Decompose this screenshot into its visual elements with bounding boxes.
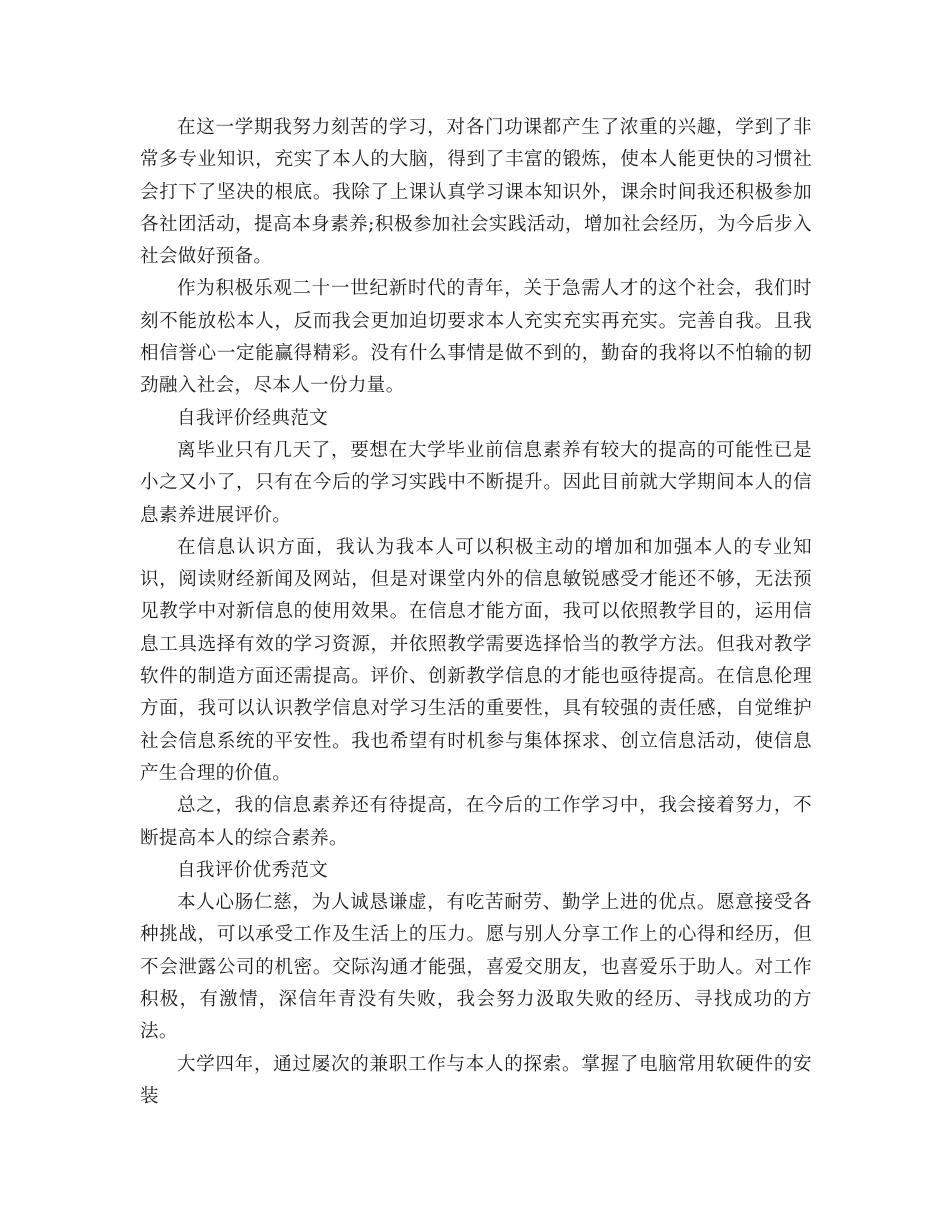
paragraph: 在信息认识方面，我认为我本人可以积极主动的增加和加强本人的专业知识，阅读财经新闻及网站，但是对课堂内外的信息敏锐感受才能还不够，无法预见教学中对新信息的使用效果。在信息才能方面，我可以依照教学目的，运用信息工具选择有效的学习资源，并依照教学需要选择恰当的教学方法。但我对教学软件的制造方面还需提高。评价、创新教学信息的才能也亟待提高。在信息伦理方面，我可以认识教学信息对学习生活的重要性，具有较强的责任感，自觉维护社会信息系统的平安性。我也希望有时机参与集体探求、创立信息活动，使信息产生合理的价值。 [140,536,812,784]
paragraph: 大学四年，通过屡次的兼职工作与本人的探索。掌握了电脑常用软硬件的安装 [140,1053,812,1107]
section-heading: 自我评价优秀范文 [177,859,329,881]
paragraph: 总之，我的信息素养还有待提高，在今后的工作学习中，我会接着努力，不断提高本人的综合素养。 [140,795,812,849]
section-heading: 自我评价经典范文 [177,407,329,429]
paragraph: 作为积极乐观二十一世纪新时代的青年，关于急需人才的这个社会，我们时刻不能放松本人，反而我会更加迫切要求本人充实充实再充实。完善自我。且我相信誉心一定能赢得精彩。没有什么事情是做不到的，勤奋的我将以不怕输的韧劲融入社会，尽本人一份力量。 [140,278,812,397]
paragraph: 离毕业只有几天了，要想在大学毕业前信息素养有较大的提高的可能性已是小之又小了，只有在今后的学习实践中不断提升。因此目前就大学期间本人的信息素养进展评价。 [140,439,812,526]
document-body [140,112,812,1113]
paragraph: 本人心肠仁慈，为人诚恳谦虚，有吃苦耐劳、勤学上进的优点。愿意接受各种挑战，可以承受工作及生活上的压力。愿与别人分享工作上的心得和经历，但不会泄露公司的机密。交际沟通才能强，喜爱交朋友，也喜爱乐于助人。对工作积极，有激情，深信年青没有失败，我会努力汲取失败的经历、寻找成功的方法。 [140,892,812,1043]
paragraph: 在这一学期我努力刻苦的学习，对各门功课都产生了浓重的兴趣，学到了非常多专业知识，充实了本人的大脑，得到了丰富的锻炼，使本人能更快的习惯社会打下了坚决的根底。我除了上课认真学习课本知识外，课余时间我还积极参加各社团活动，提高本身素养;积极参加社会实践活动，增加社会经历，为今后步入社会做好预备。 [140,117,812,268]
